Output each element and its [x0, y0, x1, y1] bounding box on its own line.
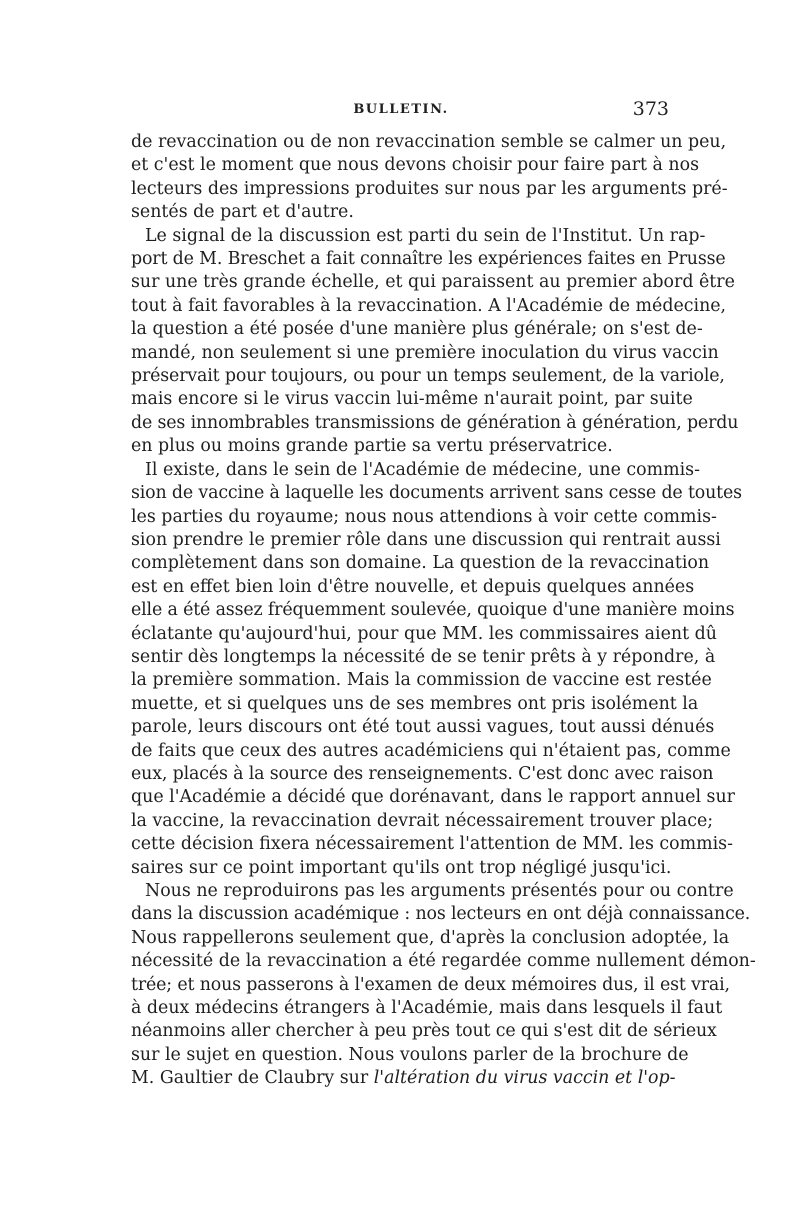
text-line: de faits que ceux des autres académiciens qui n'étaient pas, comme [131, 740, 731, 761]
text-line: lecteurs des impressions produites sur nous par les arguments pré- [131, 178, 728, 199]
text-line: préservait pour toujours, ou pour un temps seulement, de la variole, [131, 366, 725, 387]
text-line: à deux médecins étrangers à l'Académie, mais dans lesquels il faut [131, 998, 723, 1019]
text-line: mandé, non seulement si une première inoculation du virus vaccin [131, 342, 719, 363]
text-line: cette décision fixera nécessairement l'attention de MM. les commis- [131, 834, 733, 855]
text-line: sentés de part et d'autre. [131, 202, 354, 223]
text-line: néanmoins aller chercher à peu près tout ce qui s'est dit de sérieux [131, 1021, 717, 1042]
text-line: sur le sujet en question. Nous voulons parler de la brochure de [131, 1044, 689, 1065]
text-line: parole, leurs discours ont été tout aussi vagues, tout aussi dénués [131, 717, 715, 738]
text-line: complètement dans son domaine. La question de la revaccination [131, 553, 710, 574]
text-line-roman: M. Gaultier de Claubry sur [131, 1068, 374, 1089]
text-line: sur une très grande échelle, et qui paraissent au premier abord être [131, 272, 735, 293]
text-line: et c'est le moment que nous devons choisir pour faire part à nos [131, 155, 700, 176]
text-line: éclatante qu'aujourd'hui, pour que MM. les commissaires aient dû [131, 623, 717, 644]
text-line: trée; et nous passerons à l'examen de deux mémoires dus, il est vrai, [131, 974, 730, 995]
book-title-italic: l'altération du virus vaccin et l'op- [373, 1068, 676, 1089]
text-line: Il existe, dans le sein de l'Académie de médecine, une commis- [145, 459, 700, 480]
text-line: est en effet bien loin d'être nouvelle, et depuis quelques années [131, 576, 695, 597]
text-line: la vaccine, la revaccination devrait nécessairement trouver place; [131, 810, 714, 831]
text-line: muette, et si quelques uns de ses membres ont pris isolément la [131, 693, 699, 714]
text-line [131, 1067, 676, 1090]
text-line: en plus ou moins grande partie sa vertu préservatrice. [131, 436, 613, 457]
text-line: Le signal de la discussion est parti du sein de l'Institut. Un rap- [145, 225, 706, 246]
text-line: nécessité de la revaccination a été regardée comme nullement démon- [131, 951, 756, 972]
running-title: BULLETIN. [353, 102, 449, 117]
text-line: eux, placés à la source des renseignements. C'est donc avec raison [131, 763, 714, 784]
body-text [131, 131, 756, 1091]
text-line: que l'Académie a décidé que dorénavant, dans le rapport annuel sur [131, 787, 735, 808]
page-number: 373 [632, 98, 669, 120]
text-line: de revaccination ou de non revaccination semble se calmer un peu, [131, 132, 727, 152]
text-line: sion prendre le premier rôle dans une discussion qui rentrait aussi [131, 529, 721, 550]
text-line: la première sommation. Mais la commission de vaccine est restée [131, 670, 712, 691]
text-line: Nous rappellerons seulement que, d'après la conclusion adoptée, la [131, 927, 730, 948]
text-line: port de M. Breschet a fait connaître les expériences faites en Prusse [131, 249, 726, 270]
text-line: de ses innombrables transmissions de génération à génération, perdu [131, 412, 739, 433]
page-header [131, 98, 671, 122]
text-line: les parties du royaume; nous nous attendions à voir cette commis- [131, 506, 717, 527]
text-line: sentir dès longtemps la nécessité de se tenir prêts à y répondre, à [131, 646, 716, 667]
text-line: la question a été posée d'une manière plus générale; on s'est de- [131, 319, 703, 340]
text-line: tout à fait favorables à la revaccination. A l'Académie de médecine, [131, 295, 727, 316]
text-line: elle a été assez fréquemment soulevée, quoique d'une manière moins [131, 600, 735, 621]
text-line: mais encore si le virus vaccin lui-même n'aurait point, par suite [131, 389, 693, 410]
text-line: dans la discussion académique : nos lecteurs en ont déjà connaissance. [131, 904, 751, 925]
text-line: sion de vaccine à laquelle les documents arrivent sans cesse de toutes [131, 483, 742, 504]
text-line: Nous ne reproduirons pas les arguments présentés pour ou contre [145, 881, 734, 901]
text-line: saires sur ce point important qu'ils ont trop négligé jusqu'ici. [131, 857, 672, 878]
